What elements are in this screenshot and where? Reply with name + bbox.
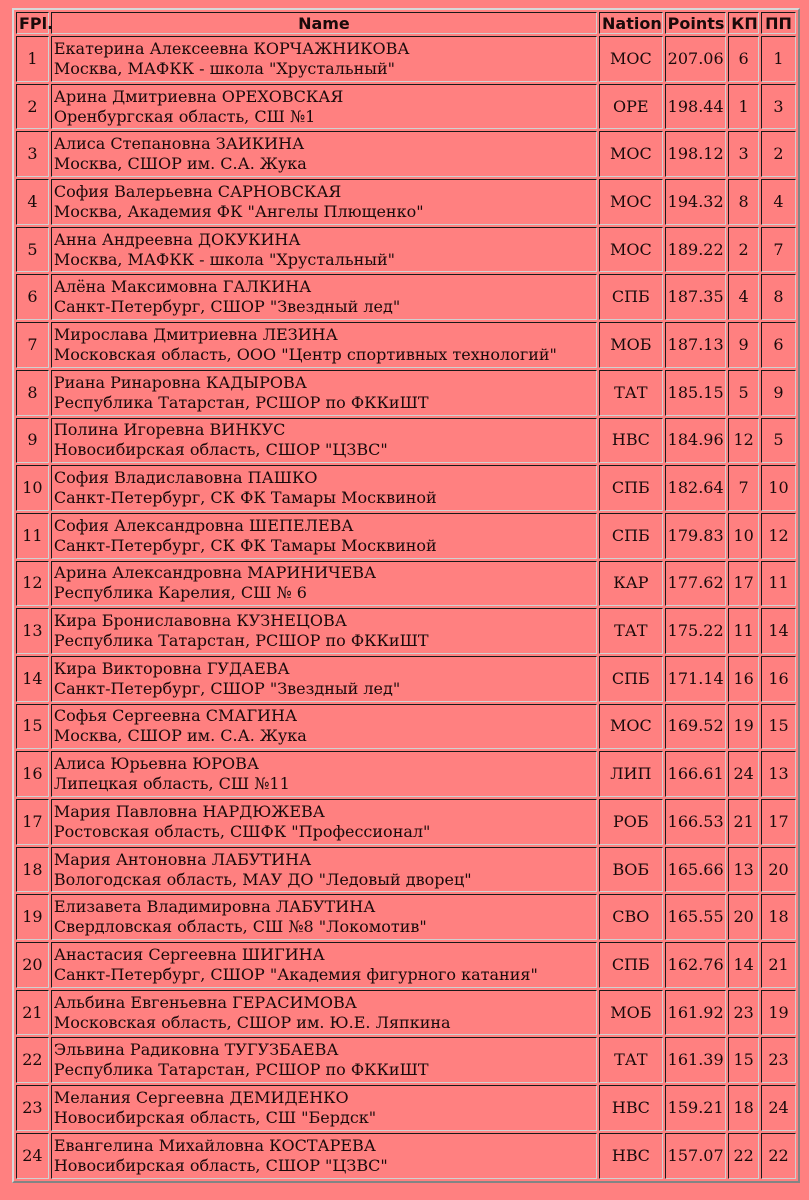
- table-row: [16, 274, 796, 320]
- short-program-place-cell: 17: [728, 561, 759, 607]
- nation-cell: ВОБ: [599, 847, 663, 893]
- name-cell: [51, 36, 597, 82]
- nation-cell: КАР: [599, 561, 663, 607]
- place-cell: 10: [16, 465, 49, 511]
- name-cell: [51, 274, 597, 320]
- skater-club: Москва, МАФКК - школа "Хрустальный": [53, 249, 396, 269]
- table-row: [16, 942, 796, 988]
- skater-name: Анна Андреевна ДОКУКИНА: [53, 229, 301, 249]
- short-program-place-cell: 20: [728, 894, 759, 940]
- free-skating-place-cell: 6: [761, 322, 796, 368]
- skater-club: Москва, СШОР им. С.А. Жука: [53, 726, 307, 746]
- skater-name: Мелания Сергеевна ДЕМИДЕНКО: [53, 1087, 349, 1107]
- points-cell: 175.22: [665, 608, 727, 654]
- name-cell: [51, 704, 597, 750]
- nation-cell: МОС: [599, 179, 663, 225]
- free-skating-place-cell: 23: [761, 1037, 796, 1083]
- skater-name: Кира Брониславовна КУЗНЕЦОВА: [53, 611, 347, 631]
- skater-club: Санкт-Петербург, СШОР "Звездный лед": [53, 297, 401, 317]
- skater-club: Оренбургская область, СШ №1: [53, 106, 316, 126]
- skater-name: София Валерьевна САРНОВСКАЯ: [53, 181, 342, 201]
- points-cell: 185.15: [665, 370, 727, 416]
- free-skating-place-cell: 22: [761, 1133, 796, 1179]
- nation-cell: СПБ: [599, 274, 663, 320]
- points-cell: 161.39: [665, 1037, 727, 1083]
- skater-club: Московская область, ООО "Центр спортивных технологий": [53, 344, 557, 364]
- points-cell: 184.96: [665, 418, 727, 464]
- skater-club: Санкт-Петербург, СШОР "Звездный лед": [53, 678, 401, 698]
- short-program-place-cell: 12: [728, 418, 759, 464]
- points-cell: 187.35: [665, 274, 727, 320]
- name-cell: [51, 751, 597, 797]
- skater-club: Новосибирская область, СШОР "ЦЗВС": [53, 440, 388, 460]
- short-program-place-cell: 14: [728, 942, 759, 988]
- table-row: [16, 179, 796, 225]
- table-row: [16, 513, 796, 559]
- free-skating-place-cell: 24: [761, 1085, 796, 1131]
- name-cell: [51, 322, 597, 368]
- table-row: [16, 751, 796, 797]
- skater-name: Софья Сергеевна СМАГИНА: [53, 706, 298, 726]
- points-cell: 165.55: [665, 894, 727, 940]
- skater-name: Мария Антоновна ЛАБУТИНА: [53, 849, 312, 869]
- table-row: [16, 561, 796, 607]
- name-cell: [51, 227, 597, 273]
- skater-club: Санкт-Петербург, СК ФК Тамары Москвиной: [53, 535, 437, 555]
- table-row: [16, 370, 796, 416]
- short-program-place-cell: 1: [728, 84, 759, 130]
- points-cell: 165.66: [665, 847, 727, 893]
- nation-cell: ТАТ: [599, 608, 663, 654]
- skater-club: Московская область, СШОР им. Ю.Е. Ляпкина: [53, 1012, 451, 1032]
- place-cell: 24: [16, 1133, 49, 1179]
- place-cell: 6: [16, 274, 49, 320]
- nation-cell: СПБ: [599, 513, 663, 559]
- free-skating-place-cell: 21: [761, 942, 796, 988]
- header-place: FPl.: [16, 12, 49, 34]
- free-skating-place-cell: 13: [761, 751, 796, 797]
- free-skating-place-cell: 14: [761, 608, 796, 654]
- nation-cell: ТАТ: [599, 370, 663, 416]
- place-cell: 17: [16, 799, 49, 845]
- table-row: [16, 131, 796, 177]
- place-cell: 9: [16, 418, 49, 464]
- table-row: [16, 799, 796, 845]
- nation-cell: ЛИП: [599, 751, 663, 797]
- skater-club: Москва, МАФКК - школа "Хрустальный": [53, 58, 396, 78]
- free-skating-place-cell: 10: [761, 465, 796, 511]
- place-cell: 14: [16, 656, 49, 702]
- skater-club: Москва, Академия ФК "Ангелы Плющенко": [53, 201, 424, 221]
- name-cell: [51, 465, 597, 511]
- place-cell: 15: [16, 704, 49, 750]
- nation-cell: СПБ: [599, 465, 663, 511]
- place-cell: 23: [16, 1085, 49, 1131]
- place-cell: 22: [16, 1037, 49, 1083]
- skater-club: Липецкая область, СШ №11: [53, 774, 290, 794]
- points-cell: 198.12: [665, 131, 727, 177]
- skater-name: Алиса Юрьевна ЮРОВА: [53, 754, 260, 774]
- points-cell: 157.07: [665, 1133, 727, 1179]
- short-program-place-cell: 24: [728, 751, 759, 797]
- table-row: [16, 418, 796, 464]
- skater-club: Свердловская область, СШ №8 "Локомотив": [53, 917, 427, 937]
- name-cell: [51, 1133, 597, 1179]
- short-program-place-cell: 10: [728, 513, 759, 559]
- short-program-place-cell: 18: [728, 1085, 759, 1131]
- skater-club: Санкт-Петербург, СШОР "Академия фигурного катания": [53, 964, 538, 984]
- nation-cell: НВС: [599, 1133, 663, 1179]
- short-program-place-cell: 23: [728, 990, 759, 1036]
- points-cell: 194.32: [665, 179, 727, 225]
- short-program-place-cell: 8: [728, 179, 759, 225]
- name-cell: [51, 799, 597, 845]
- name-cell: [51, 1085, 597, 1131]
- nation-cell: СВО: [599, 894, 663, 940]
- skater-name: Анастасия Сергеевна ШИГИНА: [53, 944, 325, 964]
- table-row: [16, 227, 796, 273]
- header-nation: Nation: [599, 12, 663, 34]
- nation-cell: МОС: [599, 131, 663, 177]
- free-skating-place-cell: 19: [761, 990, 796, 1036]
- table-row: [16, 1133, 796, 1179]
- skater-club: Новосибирская область, СШ "Бердск": [53, 1107, 377, 1127]
- name-cell: [51, 990, 597, 1036]
- free-skating-place-cell: 17: [761, 799, 796, 845]
- nation-cell: НВС: [599, 418, 663, 464]
- free-skating-place-cell: 2: [761, 131, 796, 177]
- place-cell: 3: [16, 131, 49, 177]
- table-row: [16, 608, 796, 654]
- skater-club: Республика Татарстан, РСШОР по ФККиШТ: [53, 631, 429, 651]
- points-cell: 161.92: [665, 990, 727, 1036]
- short-program-place-cell: 5: [728, 370, 759, 416]
- short-program-place-cell: 13: [728, 847, 759, 893]
- name-cell: [51, 942, 597, 988]
- name-cell: [51, 84, 597, 130]
- table-row: [16, 656, 796, 702]
- skater-club: Республика Татарстан, РСШОР по ФККиШТ: [53, 392, 429, 412]
- header-row: [16, 12, 796, 34]
- short-program-place-cell: 16: [728, 656, 759, 702]
- skater-name: Кира Викторовна ГУДАЕВА: [53, 658, 290, 678]
- skater-name: Екатерина Алексеевна КОРЧАЖНИКОВА: [53, 38, 410, 58]
- skater-club: Вологодская область, МАУ ДО "Ледовый дворец": [53, 869, 472, 889]
- table-row: [16, 84, 796, 130]
- name-cell: [51, 131, 597, 177]
- place-cell: 7: [16, 322, 49, 368]
- table-row: [16, 894, 796, 940]
- nation-cell: ОРЕ: [599, 84, 663, 130]
- skater-club: Республика Карелия, СШ № 6: [53, 583, 307, 603]
- name-cell: [51, 894, 597, 940]
- points-cell: 179.83: [665, 513, 727, 559]
- header-points: Points: [665, 12, 727, 34]
- free-skating-place-cell: 18: [761, 894, 796, 940]
- table-row: [16, 1037, 796, 1083]
- points-cell: 177.62: [665, 561, 727, 607]
- skater-name: Арина Александровна МАРИНИЧЕВА: [53, 563, 377, 583]
- skater-name: Мирослава Дмитриевна ЛЕЗИНА: [53, 324, 338, 344]
- place-cell: 2: [16, 84, 49, 130]
- short-program-place-cell: 19: [728, 704, 759, 750]
- skater-name: Елизавета Владимировна ЛАБУТИНА: [53, 897, 376, 917]
- points-cell: 207.06: [665, 36, 727, 82]
- name-cell: [51, 513, 597, 559]
- table-row: [16, 322, 796, 368]
- header-name: Name: [51, 12, 597, 34]
- points-cell: 198.44: [665, 84, 727, 130]
- points-cell: 189.22: [665, 227, 727, 273]
- place-cell: 18: [16, 847, 49, 893]
- skater-name: Риана Ринаровна КАДЫРОВА: [53, 372, 307, 392]
- skater-name: Эльвина Радиковна ТУГУЗБАЕВА: [53, 1040, 339, 1060]
- name-cell: [51, 1037, 597, 1083]
- table-row: [16, 465, 796, 511]
- skater-name: Евангелина Михайловна КОСТАРЕВА: [53, 1135, 376, 1155]
- table-row: [16, 36, 796, 82]
- nation-cell: МОС: [599, 227, 663, 273]
- place-cell: 13: [16, 608, 49, 654]
- short-program-place-cell: 22: [728, 1133, 759, 1179]
- free-skating-place-cell: 12: [761, 513, 796, 559]
- name-cell: [51, 608, 597, 654]
- points-cell: 169.52: [665, 704, 727, 750]
- name-cell: [51, 561, 597, 607]
- name-cell: [51, 179, 597, 225]
- place-cell: 21: [16, 990, 49, 1036]
- place-cell: 4: [16, 179, 49, 225]
- nation-cell: МОБ: [599, 322, 663, 368]
- table-row: [16, 847, 796, 893]
- results-table: [12, 8, 800, 1183]
- header-short-program: КП: [728, 12, 759, 34]
- name-cell: [51, 418, 597, 464]
- skater-name: Алёна Максимовна ГАЛКИНА: [53, 277, 312, 297]
- skater-club: Москва, СШОР им. С.А. Жука: [53, 154, 307, 174]
- nation-cell: НВС: [599, 1085, 663, 1131]
- free-skating-place-cell: 7: [761, 227, 796, 273]
- place-cell: 1: [16, 36, 49, 82]
- nation-cell: ТАТ: [599, 1037, 663, 1083]
- place-cell: 8: [16, 370, 49, 416]
- free-skating-place-cell: 4: [761, 179, 796, 225]
- nation-cell: СПБ: [599, 656, 663, 702]
- skater-club: Республика Татарстан, РСШОР по ФККиШТ: [53, 1060, 429, 1080]
- short-program-place-cell: 4: [728, 274, 759, 320]
- points-cell: 159.21: [665, 1085, 727, 1131]
- place-cell: 12: [16, 561, 49, 607]
- name-cell: [51, 370, 597, 416]
- skater-club: Санкт-Петербург, СК ФК Тамары Москвиной: [53, 488, 437, 508]
- free-skating-place-cell: 20: [761, 847, 796, 893]
- skater-name: Мария Павловна НАРДЮЖЕВА: [53, 801, 325, 821]
- nation-cell: МОС: [599, 704, 663, 750]
- points-cell: 187.13: [665, 322, 727, 368]
- short-program-place-cell: 15: [728, 1037, 759, 1083]
- free-skating-place-cell: 16: [761, 656, 796, 702]
- free-skating-place-cell: 9: [761, 370, 796, 416]
- free-skating-place-cell: 15: [761, 704, 796, 750]
- short-program-place-cell: 2: [728, 227, 759, 273]
- place-cell: 5: [16, 227, 49, 273]
- points-cell: 171.14: [665, 656, 727, 702]
- free-skating-place-cell: 8: [761, 274, 796, 320]
- points-cell: 166.53: [665, 799, 727, 845]
- points-cell: 162.76: [665, 942, 727, 988]
- short-program-place-cell: 7: [728, 465, 759, 511]
- nation-cell: МОС: [599, 36, 663, 82]
- skater-club: Ростовская область, СШФК "Профессионал": [53, 821, 431, 841]
- points-cell: 166.61: [665, 751, 727, 797]
- short-program-place-cell: 21: [728, 799, 759, 845]
- free-skating-place-cell: 11: [761, 561, 796, 607]
- skater-name: Алиса Степановна ЗАИКИНА: [53, 134, 305, 154]
- skater-name: Полина Игоревна ВИНКУС: [53, 420, 286, 440]
- nation-cell: СПБ: [599, 942, 663, 988]
- name-cell: [51, 847, 597, 893]
- short-program-place-cell: 3: [728, 131, 759, 177]
- place-cell: 20: [16, 942, 49, 988]
- short-program-place-cell: 6: [728, 36, 759, 82]
- place-cell: 19: [16, 894, 49, 940]
- free-skating-place-cell: 1: [761, 36, 796, 82]
- free-skating-place-cell: 5: [761, 418, 796, 464]
- header-free-skating: ПП: [761, 12, 796, 34]
- table-row: [16, 1085, 796, 1131]
- skater-name: София Александровна ШЕПЕЛЕВА: [53, 515, 354, 535]
- short-program-place-cell: 11: [728, 608, 759, 654]
- table-row: [16, 704, 796, 750]
- skater-name: Арина Дмитриевна ОРЕХОВСКАЯ: [53, 86, 344, 106]
- place-cell: 16: [16, 751, 49, 797]
- nation-cell: МОБ: [599, 990, 663, 1036]
- skater-club: Новосибирская область, СШОР "ЦЗВС": [53, 1155, 388, 1175]
- free-skating-place-cell: 3: [761, 84, 796, 130]
- short-program-place-cell: 9: [728, 322, 759, 368]
- skater-name: Альбина Евгеньевна ГЕРАСИМОВА: [53, 992, 357, 1012]
- nation-cell: РОБ: [599, 799, 663, 845]
- name-cell: [51, 656, 597, 702]
- place-cell: 11: [16, 513, 49, 559]
- skater-name: София Владиславовна ПАШКО: [53, 468, 318, 488]
- points-cell: 182.64: [665, 465, 727, 511]
- table-row: [16, 990, 796, 1036]
